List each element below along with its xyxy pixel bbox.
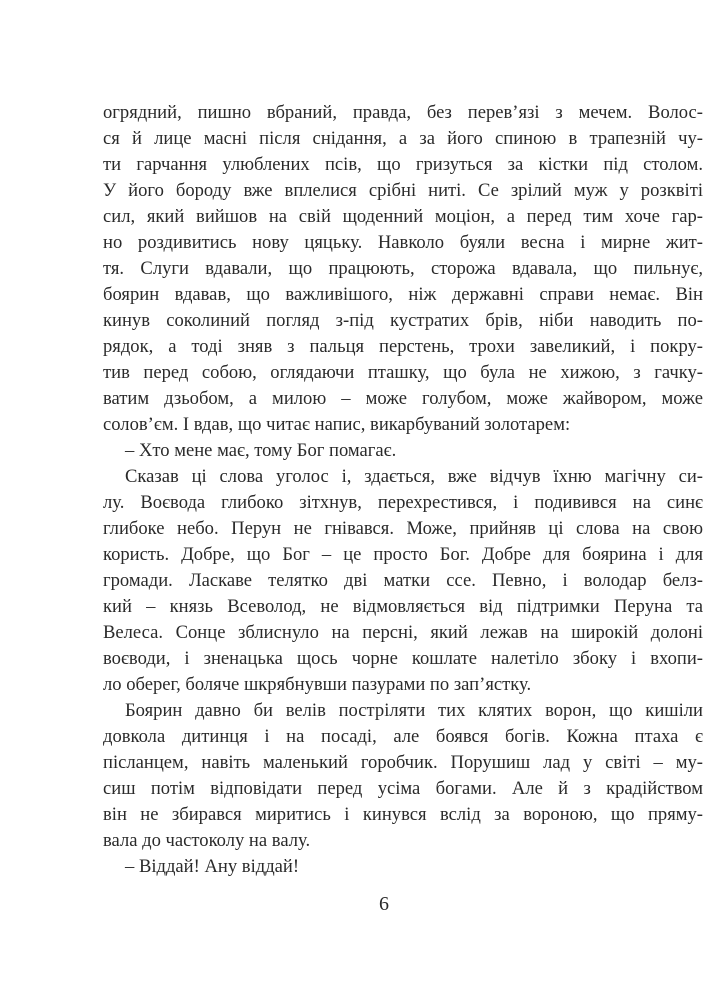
text-line: ватим дзьобом, а милою – може голубом, може жайвором, може [103, 388, 703, 409]
text-line: післанцем, навіть маленький горобчик. Порушиш лад у світі – му- [103, 752, 703, 773]
text-line: ти гарчання улюблених псів, що гризуться за кістки під столом. [103, 154, 703, 175]
text-line: боярин вдавав, що важливішого, ніж державні справи немає. Він [103, 284, 703, 305]
paragraph [103, 698, 703, 854]
text-line: кий – князь Всеволод, не відмовляється від підтримки Перуна та [103, 596, 703, 617]
paragraph [103, 854, 703, 880]
text-line: Велеса. Сонце зблиснуло на персні, який лежав на широкій долоні [103, 622, 703, 643]
body-text [103, 100, 703, 880]
text-line: Боярин давно би велів постріляти тих клятих ворон, що кишіли [125, 700, 703, 721]
text-line: вала до частоколу на валу. [103, 830, 311, 851]
text-line: сил, який вийшов на свій щоденний моціон, а перед тим хоче гар- [103, 206, 703, 227]
text-line: користь. Добре, що Бог – це просто Бог. Добре для боярина і для [103, 544, 703, 565]
text-line: – Хто мене має, тому Бог помагає. [125, 440, 397, 461]
text-line: огрядний, пишно вбраний, правда, без перев’язі з мечем. Волос- [103, 102, 703, 123]
text-line: тив перед собою, оглядаючи пташку, що була не хижою, з гачку- [103, 362, 703, 383]
text-line: воєводи, і зненацька щось чорне кошлате налетіло збоку і вхопи- [103, 648, 703, 669]
text-line: лу. Воєвода глибоко зітхнув, перехрестився, і подивився на синє [103, 492, 703, 513]
paragraph [103, 438, 703, 464]
text-line: У його бороду вже вплелися срібні нитi. Се зрілий муж у розквіті [103, 180, 703, 201]
paragraph [103, 464, 703, 698]
page-number: 6 [379, 893, 389, 915]
text-line: солов’єм. І вдав, що читає напис, викарбуваний золотарем: [103, 414, 571, 435]
text-line: Сказав ці слова уголос і, здається, вже відчув їхню магічну си- [125, 466, 703, 487]
text-line: ся й лице масні після снідання, а за його спиною в трапезній чу- [103, 128, 703, 149]
text-line: но роздивитись нову цяцьку. Навколо буяли весна і мирне жит- [103, 232, 703, 253]
text-line: він не збирався миритись і кинувся вслід за вороною, що пряму- [103, 804, 703, 825]
text-line: довкола дитинця і на посаді, але боявся богів. Кожна птаха є [103, 726, 703, 747]
paragraph [103, 100, 703, 438]
text-line: – Віддай! Ану віддай! [125, 856, 300, 877]
text-line: громади. Ласкаве телятко дві матки ссе. Певно, і володар белз- [103, 570, 703, 591]
text-line: сиш потім відповідати перед усіма богами. Але й з крадійством [103, 778, 703, 799]
text-line: кинув соколиний погляд з-під кустратих брів, ніби наводить по- [103, 310, 703, 331]
text-line: ло оберег, боляче шкрябнувши пазурами по зап’ястку. [103, 674, 532, 695]
text-line: рядок, а тоді зняв з пальця перстень, трохи завеликий, і покру- [103, 336, 703, 357]
text-line: глибоке небо. Перун не гнівався. Може, прийняв ці слова на свою [103, 518, 703, 539]
text-line: тя. Слуги вдавали, що працюють, сторожа вдавала, що пильнує, [103, 258, 703, 279]
